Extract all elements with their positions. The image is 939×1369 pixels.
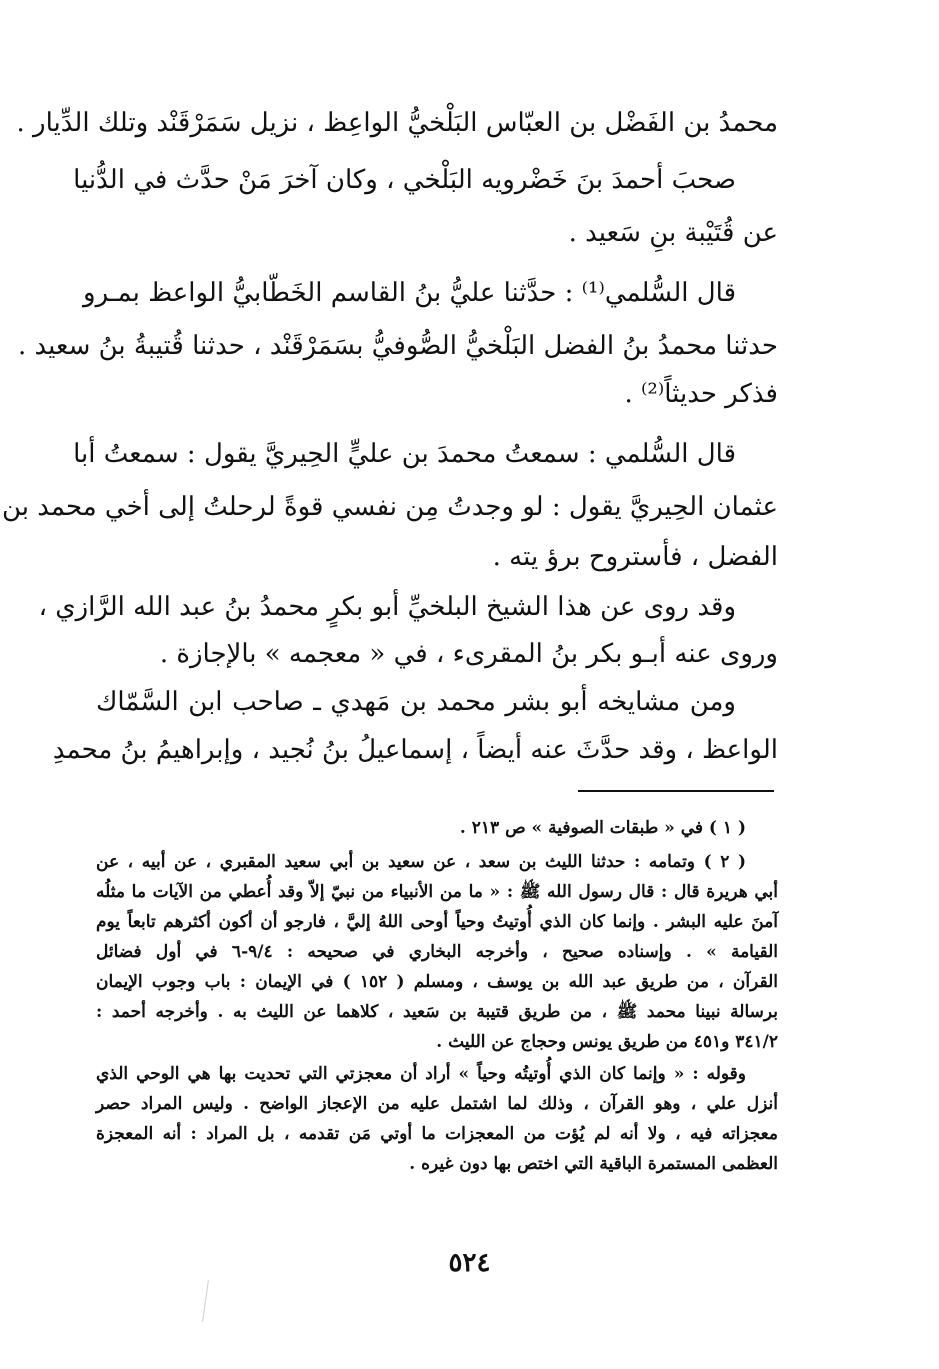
text-line: عثمان الحِيريَّ يقول : لو وجدتُ مِن نفسي قوةً لرحلتُ إلى أخي محمد بن — [1, 492, 778, 522]
footnote-line: أنزل علي ، وهو القرآن ، وذلك لما اشتمل عليه من الإعجاز الواضح . وليس المراد حصر — [96, 1094, 778, 1114]
text-line: ومن مشايخه أبو بشر محمد بن مَهدي ـ صاحب ابن السَّمّاك — [96, 687, 736, 717]
text-line: وروى عنه أبـو بكر بنُ المقرىء ، في « معجمه » بالإجازة . — [159, 639, 778, 669]
footnote-line: العظمى المستمرة الباقية التي اختص بها دون غيره . — [409, 1154, 778, 1174]
footnote-line: القيامة » . وإسناده صحيح ، وأخرجه البخاري في صحيحه : ٩/٤-٦ في أول فضائل — [96, 942, 778, 962]
text-line: الفضل ، فأستروح برؤ يته . — [492, 542, 778, 572]
footnote-line: أبي هريرة قال : قال رسول الله ﷺ : « ما من الأنبياء من نبيّ إلاّ وقد أُعطي من الآيات ما مثلُه — [96, 882, 778, 902]
footnote-line: وقوله : « وإنما كان الذي أُوتيتُه وحياً » أراد أن معجزتي التي تحديت بها هي الوحي الذي — [96, 1064, 746, 1084]
text-line: وقد روى عن هذا الشيخ البلخيِّ أبو بكرٍ محمدُ بنُ عبد الله الرَّازي ، — [38, 592, 736, 622]
text-line: صحبَ أحمدَ بنَ خَضْرويه البَلْخي ، وكان آخرَ مَنْ حدَّث في الدُّنيا — [73, 165, 736, 195]
footnote-line: ( ٢ ) وتمامه : حدثنا الليث بن سعد ، عن سعيد بن أبي سعيد المقبري ، عن أبيه ، عن — [96, 852, 746, 872]
footnote-line: معجزاته فيه ، ولا أنه لم يُؤت من المعجزات ما أوتي مَن تقدمه ، بل المراد : أنه المعجزة — [96, 1124, 778, 1144]
text-line: قال السُّلمي⁽¹⁾ : حدَّثنا عليُّ بنُ القاسم الخَطّابيُّ الواعظ بمـرو — [83, 278, 736, 308]
footnotes — [1, 0, 778, 1230]
text-line: محمدُ بن الفَضْل بن العبّاس البَلْخيُّ الواعِظ ، نزيل سَمَرْقَنْد وتلك الدِّيار . — [16, 108, 778, 138]
page-number: ٥٢٤ — [448, 1248, 491, 1278]
footnote-line: ( ١ ) في « طبقات الصوفية » ص ٢١٣ . — [459, 818, 746, 838]
scan-mark — [202, 1280, 209, 1322]
text-line: قال السُّلمي : سمعتُ محمدَ بن عليٍّ الحِيريَّ يقول : سمعتُ أبا — [73, 439, 736, 469]
footnote-line: آمنَ عليه البشر . وإنما كان الذي أُوتيتُ وحياً أوحى اللهُ إليَّ ، فارجو أن أكون أكثرهم تابعاً يوم — [96, 912, 778, 932]
footnote-line: برسالة نبينا محمد ﷺ ، من طريق قتيبة بن سَعيد ، كلاهما عن الليث به . وأخرجه أحمد : — [96, 1002, 778, 1022]
text-line: حدثنا محمدُ بنُ الفضل البَلْخيُّ الصُّوفيُّ بسَمَرْقَنْد ، حدثنا قُتيبةُ بنُ سعيد . — [18, 331, 778, 361]
footnote-line: ٣٤١/٢ و٤٥١ من طريق يونس وحجاج عن الليث . — [436, 1032, 778, 1052]
text-line: عن قُتَيْبة بنِ سَعيد . — [568, 218, 778, 248]
text-line: الواعظ ، وقد حدَّثَ عنه أيضاً ، إسماعيلُ بنُ نُجيد ، وإبراهيمُ بنُ محمدِ — [52, 735, 778, 765]
footnote-line: القرآن ، من طريق عبد الله بن يوسف ، ومسلم ( ١٥٢ ) في الإيمان : باب وجوب الإيمان — [96, 972, 778, 992]
text-line: فذكر حديثاً⁽²⁾ . — [624, 379, 778, 409]
